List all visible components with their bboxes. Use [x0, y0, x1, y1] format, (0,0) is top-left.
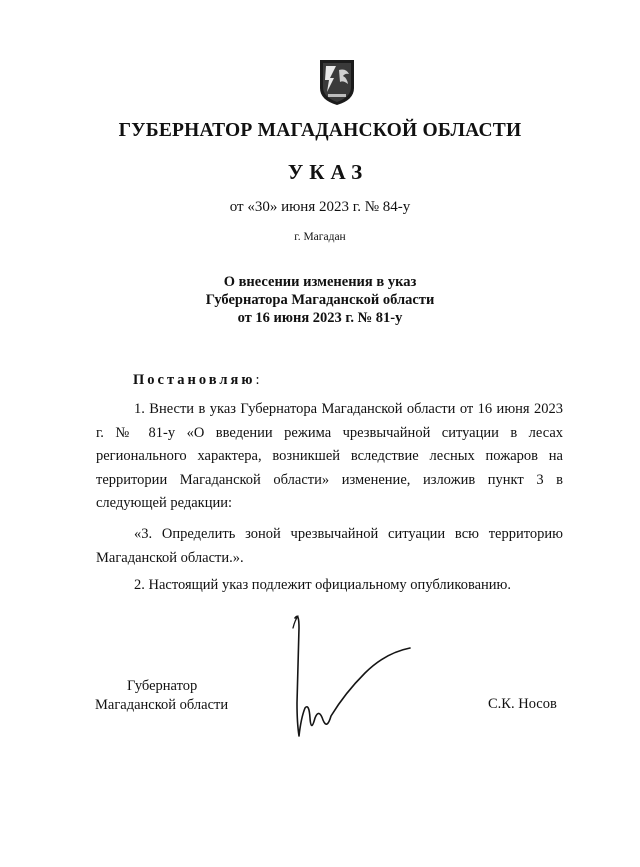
signatory-position: [95, 677, 228, 715]
subject-line: О внесении изменения в указ: [223, 274, 417, 290]
paragraph-2: 2. Настоящий указ подлежит официальному опубликованию.: [134, 577, 512, 593]
signatory-name: С.К. Носов: [488, 696, 557, 712]
decree-heading: [133, 372, 260, 389]
paragraph-1: 1. Внести в указ Губернатора Магаданской области от 16 июня 2023 г. № 81-у «О введении режима чрезвычайной ситуации в лесах регионального характера, возникшей вследствие лесных пожаров на территории Магаданской области» изменение, изложив пункт 3 в следующей редакции:: [96, 401, 563, 511]
document-type-title: УКАЗ: [287, 160, 369, 184]
document-subject: [0, 273, 640, 327]
subject-line: Губернатора Магаданской области: [205, 292, 435, 308]
document-place: г. Магадан: [294, 231, 346, 243]
subject-line: от 16 июня 2023 г. № 81-у: [237, 310, 403, 326]
issuing-authority: ГУБЕРНАТОР МАГАДАНСКОЙ ОБЛАСТИ: [118, 120, 522, 141]
signatory-position-line: Магаданской области: [95, 697, 229, 713]
document-date-number: от «30» июня 2023 г. № 84-у: [229, 199, 411, 215]
signatory-position-line: Губернатор: [127, 678, 198, 694]
handwritten-signature-icon: [285, 608, 420, 748]
decree-colon: :: [255, 372, 260, 388]
paragraph-quoted-amendment: «3. Определить зоной чрезвычайной ситуации всю территорию Магаданской области.».: [96, 526, 563, 566]
decree-word: Постановляю: [133, 372, 256, 388]
coat-of-arms-emblem-icon: [318, 58, 356, 106]
